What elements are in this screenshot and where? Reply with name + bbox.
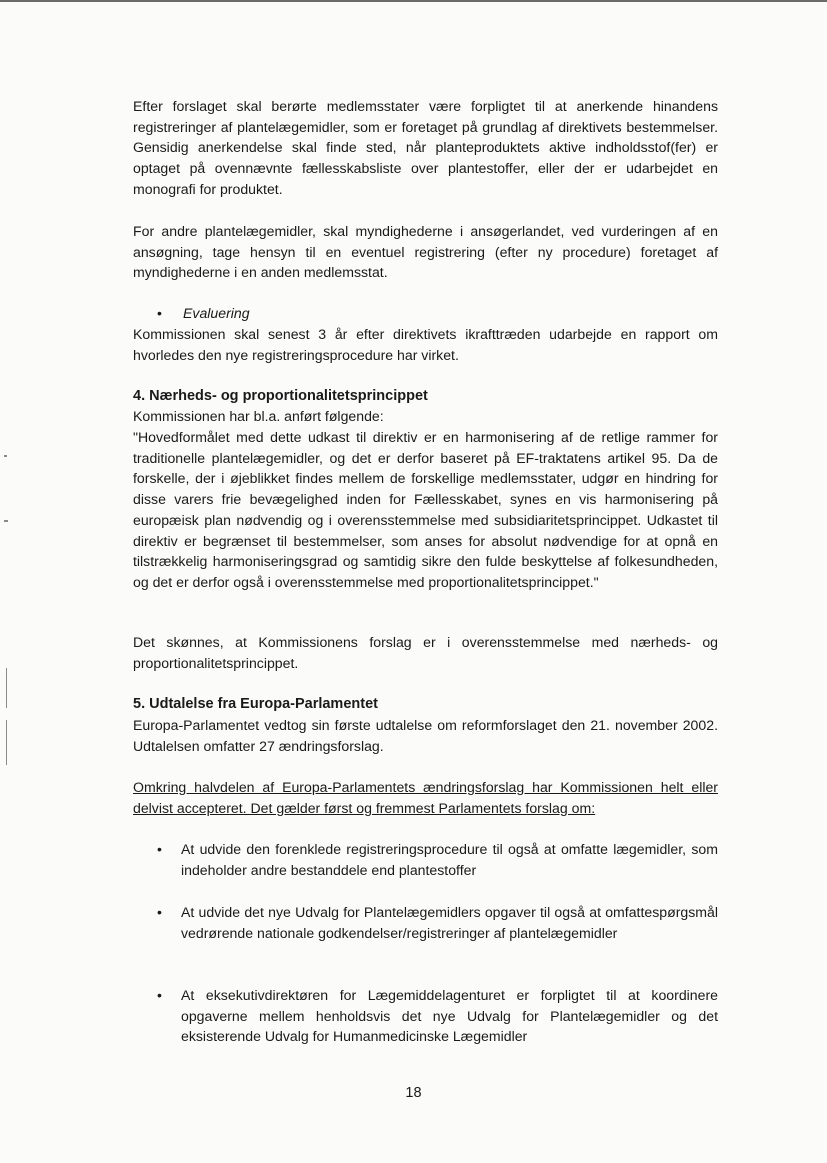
quoted-paragraph: "Hovedformålet med dette udkast til direktiv er en harmonisering af de retlige rammer for traditionelle plantelægemidler, og det er derfor baseret på EF-traktatens artikel 95. Da de forskelle, der i øjeblikket findes mellem de forskellige medlemsstater, udgør en hindring for disse varers frie bevægelighed inden for Fællesskabet, synes en vis harmonisering på europæisk plan nødvendig og i overensstemmelse med subsidiaritetsprincippet. Udkastet til direktiv er begrænset til bestemmelser, som anses for absolut nødvendige for at opnå en tilstrækkelig harmoniseringsgrad og samtidig sikre den fulde beskyttelse af folkesundheden, og det er derfor også i overensstemmelse med proportionalitetsprincippet."	[133, 429, 718, 590]
bullet-dot: •	[157, 904, 162, 920]
paragraph-mutual-recognition: Efter forslaget skal berørte medlemsstater være forpligtet til at anerkende hinandens registreringer af plantelægemidler, som er foretaget på grundlag af direktivets bestemmelser. Gensidig anerkendelse skal finde sted, når planteproduktets aktive indholdsstof(fer) er optaget på ovennævnte fællesskabsliste over plantestoffer, eller der er udarbejdet en monografi for produktet.	[133, 98, 718, 197]
paragraph-amendments-accepted: Omkring halvdelen af Europa-Parlamentets ændringsforslag har Kommissionen helt eller delvist accepteret. Det gælder først og fremmest Parlamentets forslag om:	[133, 779, 718, 816]
bullet-dot: •	[157, 987, 162, 1003]
section-heading-4: 4. Nærheds- og proportionalitetsprincippet	[133, 388, 428, 404]
bullet-dot: •	[157, 841, 162, 857]
bullet-dot: •	[157, 305, 162, 321]
top-scan-border	[0, 0, 827, 2]
list-item: • At udvide det nye Udvalg for Plantelægemidlers opgaver til også at omfattespørgsmål vedrørende nationale godkendelser/registreringer af plantelægemidler	[157, 904, 718, 941]
evaluering-label: Evaluering	[183, 305, 250, 321]
list-item: • At eksekutivdirektøren for Lægemiddelagenturet er forpligtet til at koordinere opgaverne mellem henholdsvis det nye Udvalg for Plantelægemidler og det eksisterende Udvalg for Humanmedicinske Lægemidler	[157, 987, 718, 1045]
paragraph-parliament-opinion: Europa-Parlamentet vedtog sin første udtalelse om reformforslaget den 21. november 2002. Udtalelsen omfatter 27 ændringsforslag.	[133, 717, 718, 754]
scan-mark	[6, 720, 7, 765]
scan-mark	[4, 520, 8, 522]
paragraph-assessment: Det skønnes, at Kommissionens forslag er i overensstemmelse med nærheds- og proportionalitetsprincippet.	[133, 634, 718, 671]
scan-mark	[6, 668, 7, 708]
paragraph-commission-statement: Kommissionen har bl.a. anført følgende:	[133, 408, 384, 424]
scan-mark	[4, 455, 7, 457]
paragraph-evaluation: Kommissionen skal senest 3 år efter direktivets ikrafttræden udarbejde en rapport om hvorledes den nye registreringsprocedure har virket.	[133, 326, 718, 363]
paragraph-other-herbal-medicines: For andre plantelægemidler, skal myndighederne i ansøgerlandet, ved vurderingen af en ansøgning, tage hensyn til en eventuel registrering (efter ny procedure) foretaget af myndighederne i en anden medlemsstat.	[133, 223, 718, 281]
list-item: • At udvide den forenklede registreringsprocedure til også at omfatte lægemidler, som indeholder andre bestanddele end plantestoffer	[157, 841, 718, 878]
page-number: 18	[405, 1085, 422, 1101]
section-heading-5: 5. Udtalelse fra Europa-Parlamentet	[133, 696, 378, 712]
